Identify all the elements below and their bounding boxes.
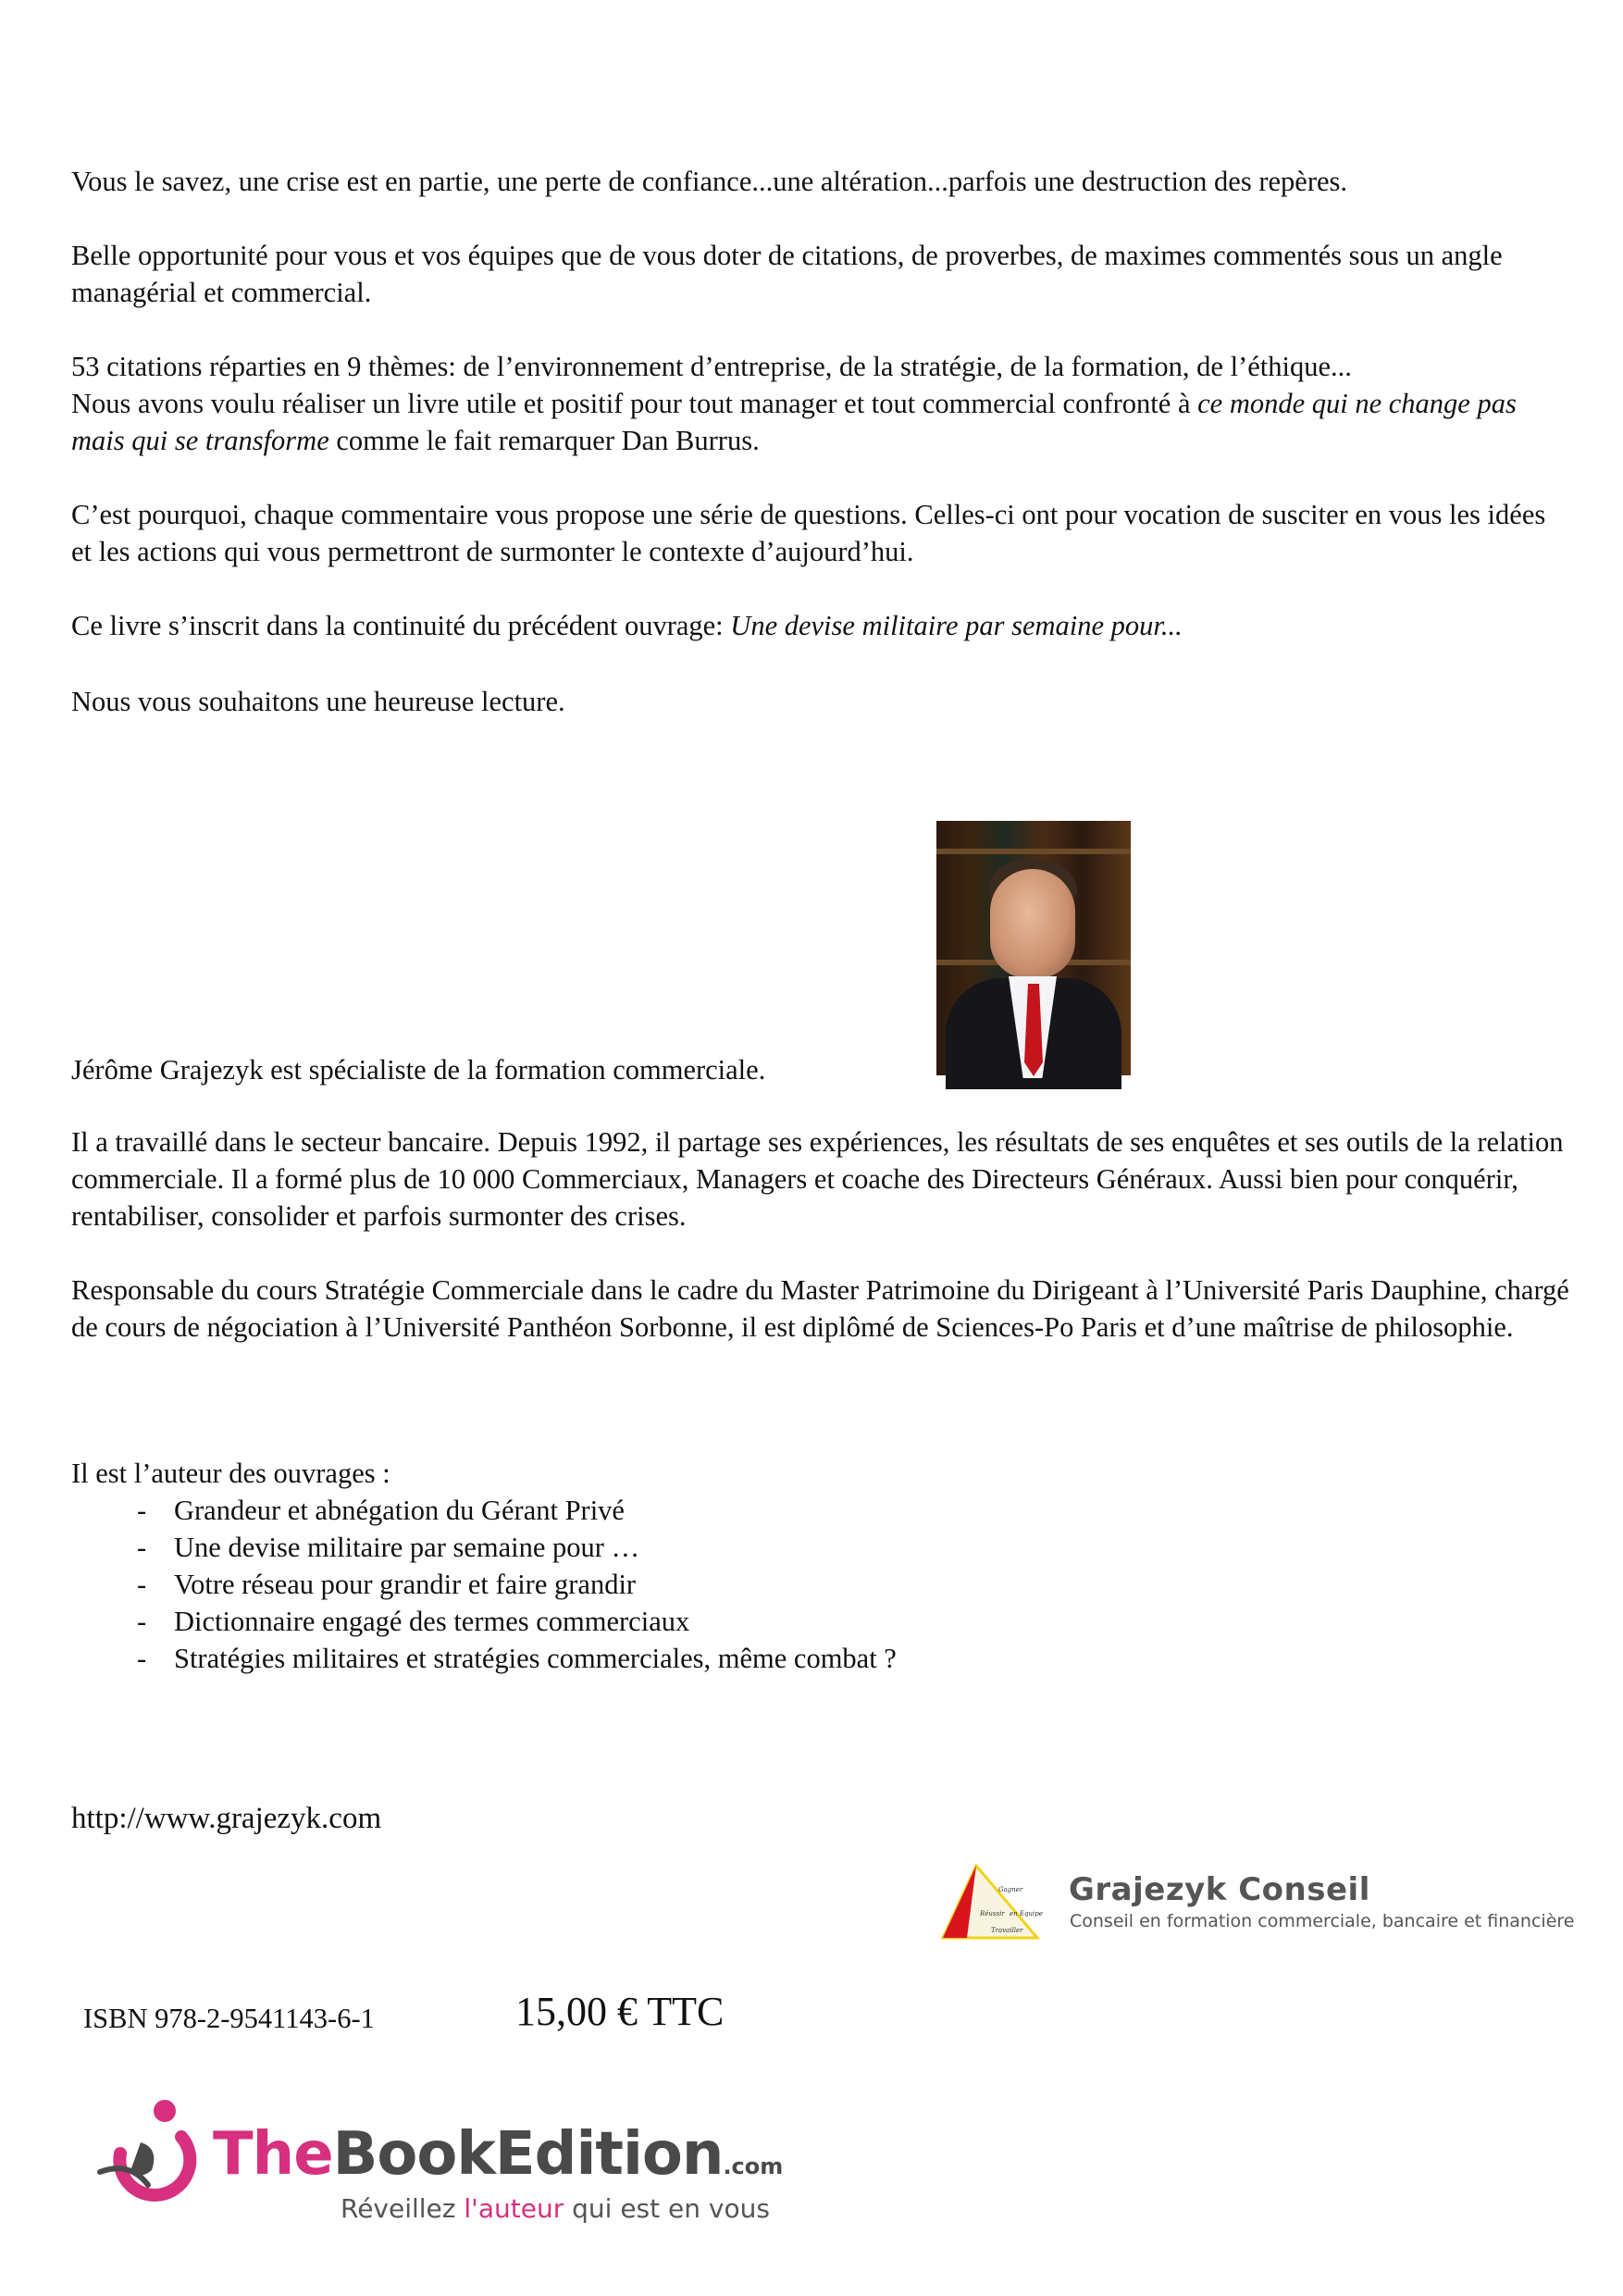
triangle-word: Réussir bbox=[980, 1910, 1005, 1917]
author-bio-paragraph-2: Responsable du cours Stratégie Commerciale dans le cadre du Master Patrimoine du Dirigeant à l’Université Paris Dauphine, chargé de cours de négociation à l’Université Panthéon Sorbonne, il est diplômé de Sciences-Po Paris et d’une maîtrise de philosophie. bbox=[71, 1274, 1569, 1343]
work-title: Votre réseau pour grandir et faire grandir bbox=[174, 1569, 637, 1600]
intro-paragraph-3-line-2: Nous avons voulu réaliser un livre utile et positif pour tout manager et tout commercial confronté à bbox=[71, 388, 1198, 419]
intro-paragraph-2: Belle opportunité pour vous et vos équipes que de vous doter de citations, de proverbes, de maximes commentés sous un angle managérial et commercial. bbox=[71, 240, 1503, 308]
isbn: ISBN 978-2-9541143-6-1 bbox=[83, 2003, 375, 2034]
work-title: Grandeur et abnégation du Gérant Privé bbox=[174, 1495, 625, 1526]
intro-paragraph-3 bbox=[71, 348, 1570, 459]
author-photo bbox=[936, 821, 1131, 1075]
price: 15,00 € TTC bbox=[515, 1989, 725, 2034]
list-item bbox=[137, 1640, 897, 1677]
intro-paragraph-3-quote: ce monde qui ne change pas mais qui se transforme bbox=[71, 388, 1517, 456]
intro-paragraph-6: Nous vous souhaitons une heureuse lecture. bbox=[71, 686, 565, 717]
author-intro: Jérôme Grajezyk est spécialiste de la formation commerciale. bbox=[71, 1054, 766, 1086]
intro-paragraph-4: C’est pourquoi, chaque commentaire vous propose une série de questions. Celles-ci ont pour vocation de susciter en vous les idées et les actions qui vous permettront de surmonter le contexte d’aujourd’hui. bbox=[71, 499, 1546, 567]
intro-paragraph-5-start: Ce livre s’inscrit dans la continuité du précédent ouvrage: bbox=[71, 610, 731, 641]
list-item bbox=[137, 1492, 897, 1529]
list-dash: - bbox=[137, 1495, 147, 1526]
logo-com: .com bbox=[723, 2153, 784, 2179]
triangle-word: Travailler bbox=[991, 1927, 1023, 1934]
intro-paragraph-5 bbox=[71, 607, 1570, 644]
list-dash: - bbox=[137, 1643, 147, 1674]
author-bio-paragraph-1: Il a travaillé dans le secteur bancaire. Depuis 1992, il partage ses expériences, les résultats de ses enquêtes et ses outils de la relation commerciale. Il a formé plus de 10 000 Commerciaux, Managers et coache des Directeurs Généraux. Aussi bien pour conquérir, rentabiliser, consolider et parfois surmonter des crises. bbox=[71, 1126, 1564, 1232]
works-intro: Il est l’auteur des ouvrages : bbox=[71, 1458, 390, 1489]
thebookedition-tagline bbox=[341, 2193, 770, 2224]
grajezyk-conseil-name: Grajezyk Conseil bbox=[1069, 1871, 1370, 1908]
logo-book: Book bbox=[332, 2120, 495, 2189]
previous-book-title: Une devise militaire par semaine pour... bbox=[730, 610, 1183, 641]
list-dash: - bbox=[137, 1532, 147, 1563]
work-title: Dictionnaire engagé des termes commerciaux bbox=[174, 1606, 690, 1637]
list-item bbox=[137, 1566, 897, 1603]
triangle-word: Gagner bbox=[998, 1886, 1023, 1893]
thebookedition-person-icon bbox=[93, 2096, 204, 2207]
list-item bbox=[137, 1603, 897, 1640]
triangle-word: en Equipe bbox=[1010, 1910, 1043, 1917]
intro-paragraph-3-line-1: 53 citations réparties en 9 thèmes: de l’environnement d’entreprise, de la stratégie, de la formation, de l’éthique... bbox=[71, 351, 1352, 382]
thebookedition-logo-text bbox=[213, 2121, 783, 2200]
list-item bbox=[137, 1529, 897, 1566]
logo-the: The bbox=[213, 2120, 333, 2189]
tagline-start: Réveillez bbox=[341, 2193, 465, 2224]
list-dash: - bbox=[137, 1569, 147, 1600]
work-title: Stratégies militaires et stratégies commerciales, même combat ? bbox=[174, 1643, 897, 1674]
work-title: Une devise militaire par semaine pour … bbox=[174, 1532, 640, 1563]
tagline-end: qui est en vous bbox=[564, 2193, 770, 2224]
tagline-accent: l'auteur bbox=[464, 2193, 564, 2224]
works-list bbox=[137, 1492, 897, 1677]
logo-edition: Edition bbox=[494, 2120, 724, 2189]
grajezyk-conseil-subtitle: Conseil en formation commerciale, bancaire et financière bbox=[1070, 1911, 1575, 1931]
list-dash: - bbox=[137, 1606, 147, 1637]
intro-paragraph-1: Vous le savez, une crise est en partie, une perte de confiance...une altération...parfois une destruction des repères. bbox=[71, 166, 1348, 197]
website-link[interactable]: http://www.grajezyk.com bbox=[71, 1802, 382, 1835]
intro-paragraph-3-end: comme le fait remarquer Dan Burrus. bbox=[328, 425, 760, 456]
grajezyk-triangle-logo bbox=[939, 1862, 1043, 1940]
